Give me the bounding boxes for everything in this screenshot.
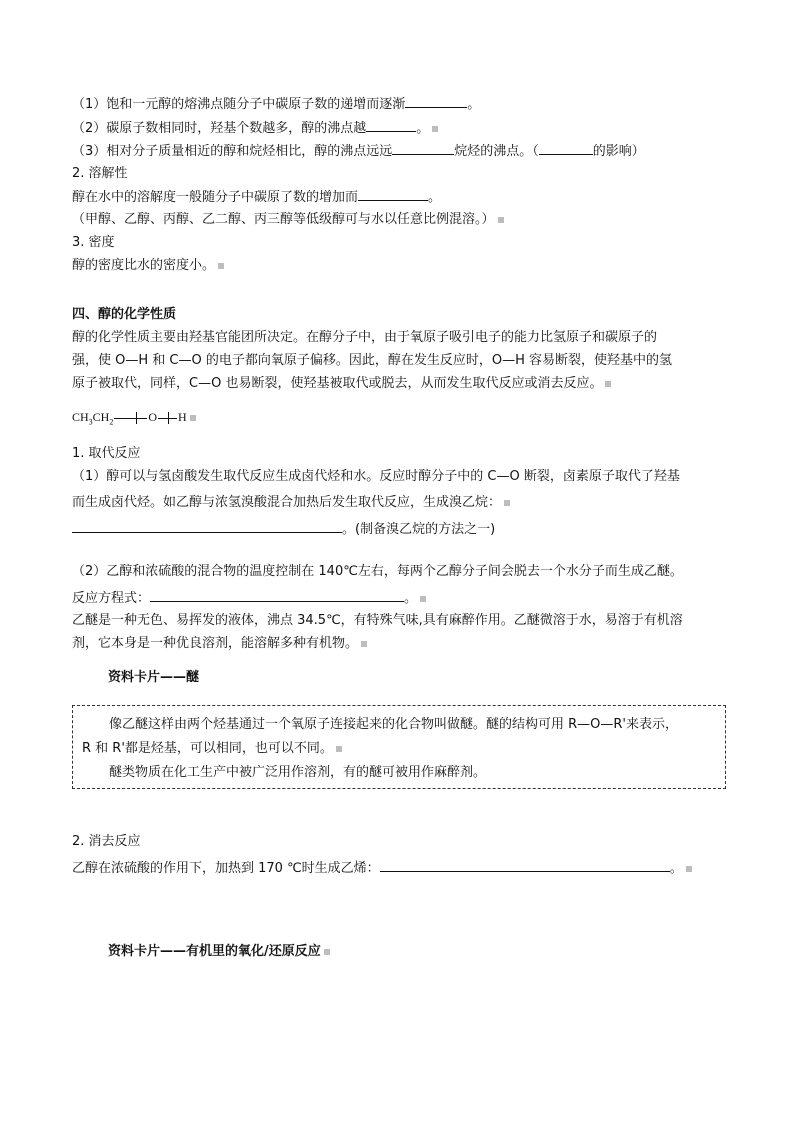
paragraph-mark-icon [686, 866, 692, 872]
q3-text-c: 的影响） [592, 144, 645, 159]
density-sentence: 醇的密度比水的密度小。 [72, 258, 216, 273]
substitution-line-2 [72, 493, 510, 513]
intro-line-1: 醇的化学性质主要由羟基官能团所决定。在醇分子中，由于氧原子吸引电子的能力比氢原子和碳原子的 [72, 330, 658, 345]
question-3 [72, 141, 645, 162]
solubility-text [72, 187, 441, 208]
solubility-end: 。 [428, 190, 442, 205]
answer-blank [380, 858, 670, 872]
intro-line-3 [72, 374, 611, 394]
paragraph-mark-icon [504, 500, 510, 506]
solubility-note-text: （甲醇、乙醇、丙醇、乙二醇、丙三醇等低级醇可与水以任意比例混溶。） [72, 212, 495, 227]
o-h-bond [158, 418, 168, 419]
paragraph-mark-icon [432, 126, 438, 132]
paragraph-mark-icon [218, 263, 224, 269]
redox-card-title [108, 942, 330, 962]
ether-formation-line-1: （2）乙醇和浓硫酸的混合物的温度控制在 140℃左右，每两个乙醇分子间会脱去一个水分子而生成乙醚。 [72, 564, 683, 579]
elimination-heading: 2. 消去反应 [72, 834, 141, 849]
q2-text: （2）碳原子数相同时，羟基个数越多，醇的沸点越 [72, 121, 367, 136]
paragraph-mark-icon [605, 381, 611, 387]
substitution-line-3-text: 。(制备溴乙烷的方法之一) [342, 522, 496, 537]
answer-blank [72, 519, 342, 533]
formula-ch3: CH [72, 410, 89, 424]
paragraph-mark-icon [361, 641, 367, 647]
formula-ch2: CH [92, 410, 110, 424]
intro-line-3-text: 原子被取代，同样，C—O 也易断裂，使羟基被取代或脱去，从而发生取代反应或消去反应。 [72, 376, 603, 391]
substitution-line-2-text: 而生成卤代烃。如乙醇与浓氢溴酸混合加热后发生取代反应，生成溴乙烷： [72, 495, 502, 510]
ether-description-2 [72, 634, 367, 654]
answer-blank [405, 94, 467, 108]
substitution-line-3 [72, 519, 495, 540]
solubility-heading: 2. 溶解性 [72, 166, 128, 181]
answer-blank [358, 187, 428, 201]
ether-card-line-1: 像乙醚这样由两个烃基通过一个氧原子连接起来的化合物叫做醚。醚的结构可用 R—O—R'来表示， [109, 717, 679, 732]
q1-text: （1）饱和一元醇的熔沸点随分子中碳原子数的递增而逐渐 [72, 97, 406, 112]
c-o-bond [114, 418, 136, 419]
ether-card-title: 资料卡片——醚 [108, 670, 200, 685]
ether-card-line-3: 醚类物质在化工生产中被广泛用作溶剂，有的醚可被用作麻醉剂。 [109, 765, 487, 780]
q2-end: 。 [416, 121, 430, 136]
formula-h: H [178, 410, 187, 424]
formula-o: O [148, 410, 158, 424]
elimination-end: 。 [669, 861, 683, 876]
ether-card-line-2 [82, 739, 342, 759]
ether-formation-line-2 [72, 588, 426, 609]
paragraph-mark-icon [324, 949, 330, 955]
intro-line-2: 强，使 O—H 和 C—O 的电子都向氧原子偏移。因此，醇在发生反应时，O—H 容易断裂，使羟基中的氢 [72, 353, 672, 368]
ethanol-structure-formula [72, 407, 196, 432]
section-heading: 四、醇的化学性质 [72, 307, 177, 322]
answer-blank [539, 141, 593, 155]
question-1 [72, 94, 480, 115]
equation-label: 反应方程式： [72, 591, 151, 606]
ether-info-card [72, 705, 726, 789]
elimination-text [72, 858, 692, 879]
answer-blank [150, 588, 404, 602]
q3-text-b: 烷烃的沸点。（ [454, 144, 539, 159]
solubility-sentence: 醇在水中的溶解度一般随分子中碳原了数的增加而 [72, 190, 359, 205]
answer-blank [392, 141, 454, 155]
density-text [72, 256, 224, 276]
formula-sub2: 2 [109, 417, 114, 427]
ether-description-2-text: 剂，它本身是一种优良溶剂，能溶解多种有机物。 [72, 636, 359, 651]
paragraph-mark-icon [190, 415, 196, 421]
ether-card-line-2-text: R 和 R'都是烃基，可以相同，也可以不同。 [82, 741, 333, 756]
q3-text-a: （3）相对分子质量相近的醇和烷烃相比，醇的沸点远远 [72, 144, 393, 159]
equation-end: 。 [404, 591, 418, 606]
paragraph-mark-icon [498, 217, 504, 223]
density-heading: 3. 密度 [72, 235, 115, 250]
substitution-heading: 1. 取代反应 [72, 446, 141, 461]
ether-description-1: 乙醚是一种无色、易挥发的液体，沸点 34.5℃，有特殊气味,具有麻醉作用。乙醚微溶于水，易溶于有机溶 [72, 613, 683, 628]
paragraph-mark-icon [420, 596, 426, 602]
redox-card-title-text: 资料卡片——有机里的氧化/还原反应 [108, 944, 321, 959]
question-2 [72, 118, 438, 139]
answer-blank [366, 118, 416, 132]
q1-end: 。 [467, 97, 481, 112]
c-o-bond [137, 418, 147, 419]
o-h-bond [169, 418, 177, 419]
formula-sub3: 3 [88, 417, 93, 427]
paragraph-mark-icon [336, 746, 342, 752]
substitution-line-1: （1）醇可以与氢卤酸发生取代反应生成卤代烃和水。反应时醇分子中的 C—O 断裂，卤素原子取代了羟基 [72, 469, 680, 484]
elimination-sentence: 乙醇在浓硫酸的作用下，加热到 170 ℃时生成乙烯： [72, 861, 380, 876]
solubility-note [72, 210, 504, 230]
